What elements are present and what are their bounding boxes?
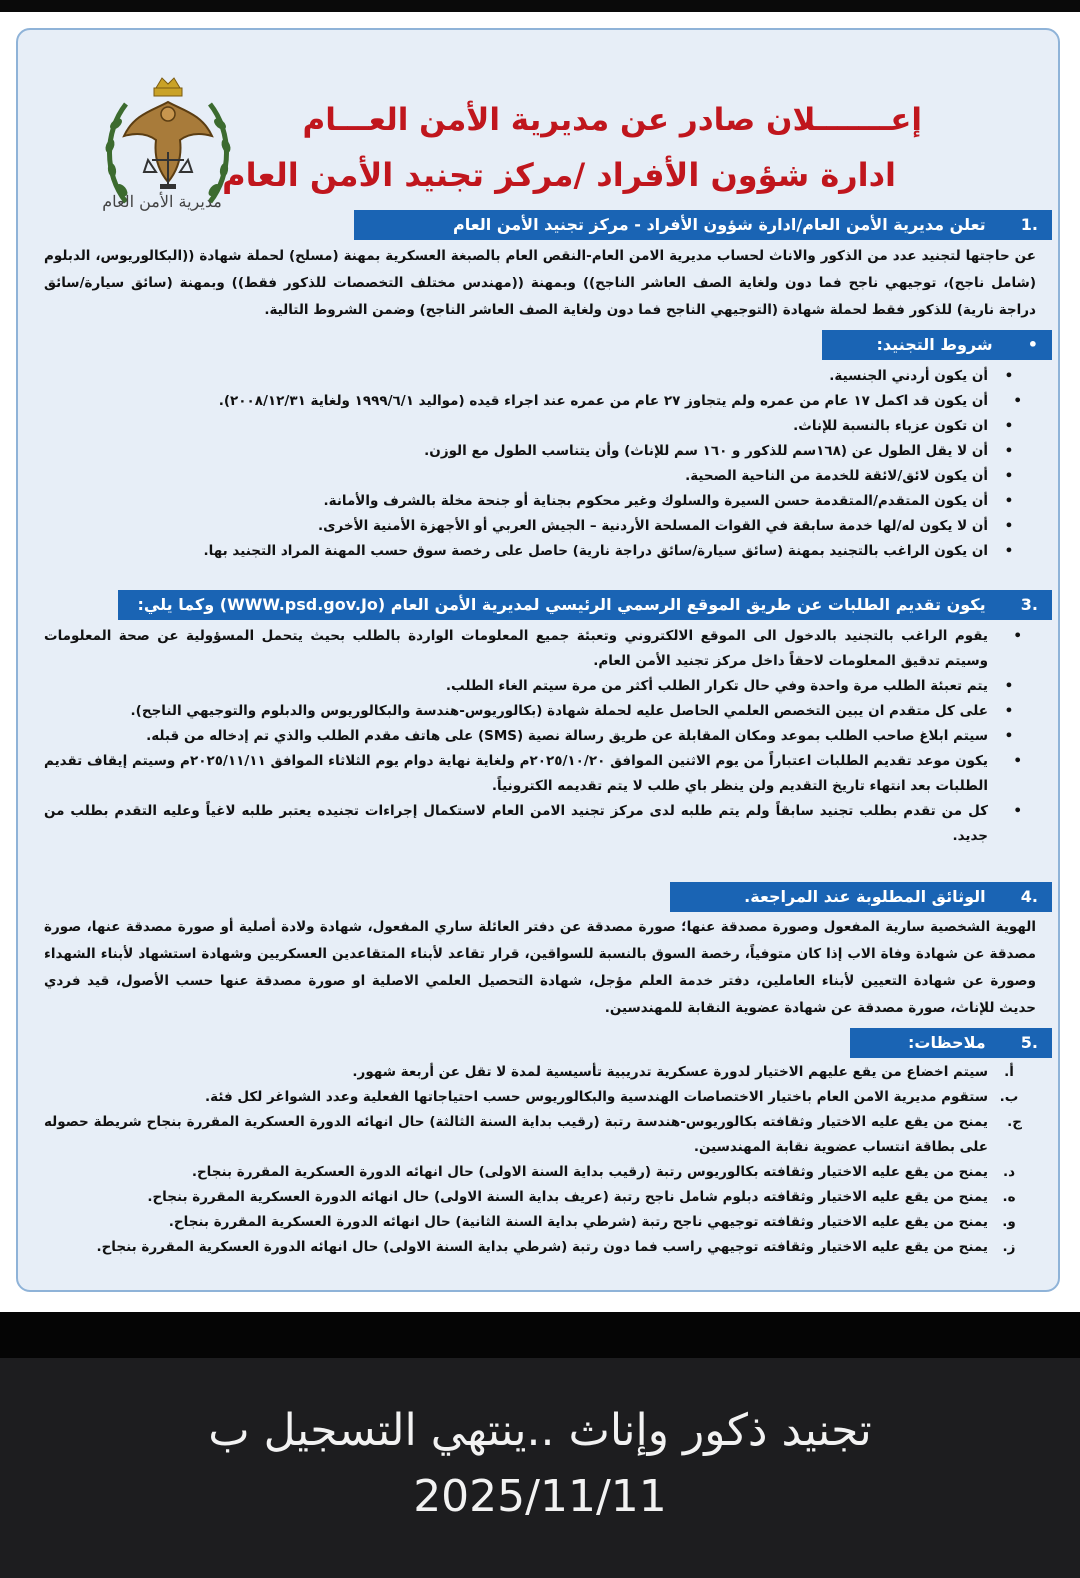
notes-list (44, 1060, 1036, 1260)
section-5-header (850, 1028, 1052, 1058)
section-1-title: تعلن مديرية الأمن العام/ادارة شؤون الأفراد - مركز تجنيد الأمن العام (453, 215, 986, 234)
section-2-header (822, 330, 1052, 360)
list-item: • كل من تقدم بطلب تجنيد سابقاً ولم يتم طلبه لدى مركز تجنيد الامن العام لاستكمال إجراءات تجنيده يعتبر طلبه لاغياً وعليه التقدم بطلب من جديد. (44, 803, 1022, 844)
section-5-title: ملاحظات: (907, 1033, 986, 1052)
section-3-header (118, 590, 1052, 620)
emblem-caption: مديرية الأمن العام (102, 192, 222, 211)
list-item: ج. يمنح من يقع عليه الاختيار وثقافته بكالوريوس-هندسة رتبة (رقيب بداية السنة الثالثة) حال انهائه الدورة العسكرية المقررة بنجاح شريطة حصوله على بطاقة انتساب عضوية نقابة المهندسين. (44, 1114, 1022, 1155)
section-1-header (354, 210, 1052, 240)
post-caption (0, 1358, 1080, 1578)
list-item: ز. يمنح من يقع عليه الاختيار وثقافته توجيهي راسب فما دون رتبة (شرطي بداية السنة الاولى) حال انهائه الدورة العسكرية المقررة بنجاح. (96, 1239, 1016, 1255)
conditions-list (44, 364, 1036, 564)
section-4-title: الوثائق المطلوبة عند المراجعة. (744, 887, 986, 906)
section-4-header (670, 882, 1052, 912)
application-list (44, 624, 1036, 849)
section-1-number: .1 (1020, 215, 1038, 234)
section-3-title: يكون تقديم الطلبات عن طريق الموقع الرسمي الرئيسي لمديرية الأمن العام (WWW.psd.gov.Jo) وكما يلي: (137, 595, 986, 614)
list-item: • سيتم ابلاغ صاحب الطلب بموعد ومكان المقابلة عن طريق رسالة نصية (SMS) على هاتف مقدم الطلب والذي تم إدخاله من قبله. (146, 728, 1014, 744)
list-item: • على كل متقدم ان يبين التخصص العلمي الحاصل عليه لحملة شهادة (بكالوريوس-هندسة والبكالوريوس والدبلوم والتوجيهي الناجح). (130, 703, 1014, 719)
list-item: • يكون موعد تقديم الطلبات اعتباراً من يوم الاثنين الموافق ٢٠٢٥/١٠/٢٠م ولغاية نهاية دوام يوم الثلاثاء الموافق ٢٠٢٥/١١/١١م وسيتم إيقاف تقديم الطلبات بعد انتهاء تاريخ التقديم ولن ينظر باي طلب لا يتم تقديمه الكترونياً. (44, 753, 1022, 794)
top-bar (0, 0, 1080, 12)
caption-line-1: تجنيد ذكور وإناث ..ينتهي التسجيل ب (208, 1405, 872, 1456)
announcement-image (0, 12, 1080, 1312)
section-2-bullet: • (1027, 335, 1038, 354)
section-3-number: .3 (1020, 595, 1038, 614)
list-item: • أن يكون قد اكمل ١٧ عام من عمره ولم يتجاوز ٢٧ عام من عمره عند اجراء قيده (مواليد ١٩٩٩/٦/١ ولغاية ٢٠٠٨/١٢/٣١). (218, 393, 1022, 409)
list-item: ه. يمنح من يقع عليه الاختيار وثقافته دبلوم شامل ناجح رتبة (عريف بداية السنة الاولى) حال انهائه الدورة العسكرية المقررة بنجاح. (147, 1189, 1016, 1205)
list-item: • أن يكون المتقدم/المتقدمة حسن السيرة والسلوك وغير محكوم بجناية أو جنحة مخلة بالشرف والأمانة. (323, 493, 1014, 509)
announcement-subtitle: ادارة شؤون الأفراد /مركز تجنيد الأمن العام (222, 156, 896, 194)
list-item: • أن لا يقل الطول عن (١٦٨سم للذكور و ١٦٠ سم للإناث) وأن يتناسب الطول مع الوزن. (424, 443, 1014, 459)
section-5-number: .5 (1020, 1033, 1038, 1052)
section-4-number: .4 (1020, 887, 1038, 906)
list-item: د. يمنح من يقع عليه الاختيار وثقافته بكالوريوس رتبة (رقيب بداية السنة الاولى) حال انهائه الدورة العسكرية المقررة بنجاح. (191, 1164, 1016, 1180)
caption-divider (0, 1312, 1080, 1358)
section-1-body: عن حاجتها لتجنيد عدد من الذكور والاناث لحساب مديرية الامن العام-النقص العام بالصبغة العسكرية بمهنة (مسلح) لحملة شهادة ((البكالوريوس، الدبلوم (شامل ناجح)، توجيهي ناجح فما دون ولغاية الصف العاشر الناجح)) وبمهنة ((مهندس مختلف التخصصات للذكور فقط)) وبمهنة (سائق سيارة/سائق دراجة نارية) للذكور فقط لحملة شهادة (التوجيهي الناجح فما دون ولغاية الصف العاشر الناجح) وضمن الشروط التالية. (44, 248, 1036, 318)
list-item: • ان يكون الراغب بالتجنيد بمهنة (سائق سيارة/سائق دراجة نارية) حاصل على رخصة سوق حسب المهنة المراد التجنيد بها. (203, 543, 1014, 559)
list-item: • أن لا يكون له/لها خدمة سابقة في القوات المسلحة الأردنية – الجيش العربي أو الأجهزة الأمنية الأخرى. (317, 518, 1014, 534)
list-item: و. يمنح من يقع عليه الاختيار وثقافته توجيهي ناجح رتبة (شرطي بداية السنة الثانية) حال انهائه الدورة العسكرية المقررة بنجاح. (168, 1214, 1016, 1230)
list-item: • يتم تعبئة الطلب مرة واحدة وفي حال تكرار الطلب أكثر من مرة سيتم الغاء الطلب. (445, 678, 1014, 694)
list-item: • أن يكون أردني الجنسية. (829, 368, 1014, 384)
list-item: ب. ستقوم مديرية الامن العام باختيار الاختصاصات الهندسية والبكالوريوس حسب احتياجاتها الفعلية وعدد الشواغر لكل فئة. (205, 1089, 1019, 1105)
caption-date: 2025/11/11 (413, 1471, 667, 1522)
list-item: • أن يكون لائق/لائقة للخدمة من الناحية الصحية. (685, 468, 1014, 484)
list-item: • يقوم الراغب بالتجنيد بالدخول الى الموقع الالكتروني وتعبئة جميع المعلومات الواردة بالطلب بحيث يتحمل المسؤولية عن صحة المعلومات وسيتم تدقيق المعلومات لاحقاً داخل مركز تجنيد الأمن العام. (44, 628, 1022, 669)
list-item: • ان تكون عزباء بالنسبة للإناث. (793, 418, 1014, 434)
section-2-title: شروط التجنيد: (876, 335, 993, 354)
list-item: أ. سيتم اخضاع من يقع عليهم الاختيار لدورة عسكرية تدريبية تأسيسية لمدة لا تقل عن أربعة شهور. (352, 1064, 1014, 1080)
announcement-title: إعـــــــلان صادر عن مديرية الأمن العـــام (302, 102, 922, 138)
announcement-card (16, 28, 1060, 1292)
section-4-body: الهوية الشخصية سارية المفعول وصورة مصدقة عنها؛ صورة مصدقة عن دفتر العائلة ساري المفعول، شهادة ولادة أصلية أو صورة مصدقة عنها، صورة مصدقة عن شهادة وفاة الاب إذا كان متوفياً، رخصة السوق بالنسبة للسواقين، قرار تقاعد لأبناء المتقاعدين العسكريين وشهادة استشهاد لأبناء الشهداء وصورة عن شهادة التعيين لأبناء العاملين، دفتر خدمة العلم مؤجل، شهادة التحصيل العلمي الاصلية او صورة مصدقة عنها حسب الأصول، قيد فردي حديث للإناث، صورة مصدقة عن شهادة عضوية النقابة للمهندسين. (44, 919, 1036, 1016)
